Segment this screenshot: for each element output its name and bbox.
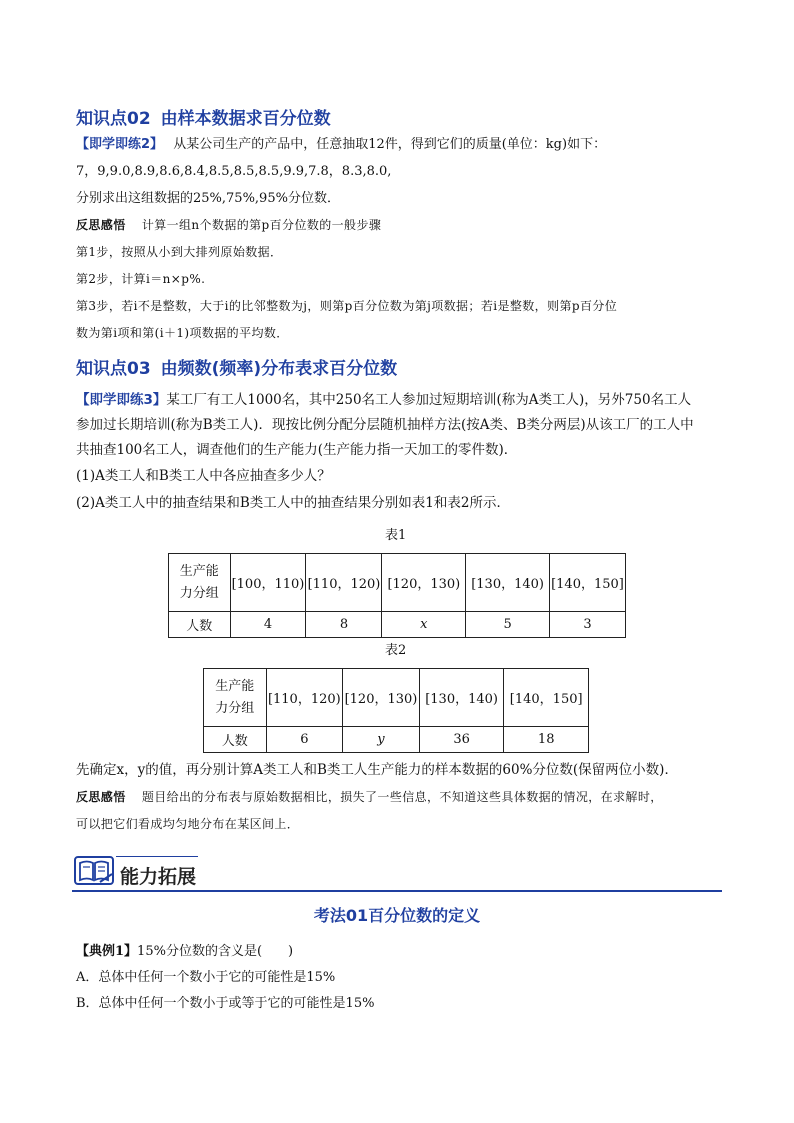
header-label-line: 力分组 xyxy=(215,700,255,716)
reflection-text: 计算一组n个数据的第p百分位数的一般步骤 xyxy=(141,218,382,232)
method-title: 考法01百分位数的定义 xyxy=(313,906,481,925)
count-cell: y xyxy=(343,727,420,753)
group-cell: [130，140) xyxy=(419,669,504,727)
count-cell: 4 xyxy=(230,612,306,638)
table-header-row xyxy=(169,554,626,612)
example-tag: 【典例1】 xyxy=(76,944,138,959)
section-title: 由频数(频率)分布表求百分位数 xyxy=(160,359,398,379)
header-label-line: 生产能 xyxy=(179,563,219,579)
exercise-text: 某工厂有工人1000名，其中250名工人参加过短期培训(称为A类工人)，另外750名工人 xyxy=(166,392,692,408)
exercise-3-q1: (1)A类工人和B类工人中各应抽查多少人？ xyxy=(76,468,331,484)
exercise-3-q2: (2)A类工人中的抽查结果和B类工人中的抽查结果分别如表1和表2所示． xyxy=(76,495,510,511)
banner-divider xyxy=(72,890,722,892)
count-cell: 3 xyxy=(549,612,625,638)
count-cell: 6 xyxy=(266,727,343,753)
table-1 xyxy=(168,553,626,638)
header-label-cell xyxy=(169,554,231,612)
exercise-3-conclusion: 先确定x，y的值，再分别计算A类工人和B类工人生产能力的样本数据的60%分位数(保留两位小数)． xyxy=(76,762,678,778)
exercise-2-data: 7，9,9.0,8.9,8.6,8.4,8.5,8.5,8.5,9.9,7.8，8.3,8.0, xyxy=(76,164,392,179)
row-label-cell: 人数 xyxy=(204,727,267,753)
example-text: 15%分位数的含义是( ) xyxy=(137,944,294,959)
option-a: A．总体中任何一个数小于它的可能性是15% xyxy=(76,970,336,985)
reflection-label: 反思感悟 xyxy=(76,790,126,804)
count-cell: 5 xyxy=(466,612,550,638)
group-cell: [110，120) xyxy=(306,554,382,612)
exercise-2-line1 xyxy=(76,135,606,155)
exercise-3-line1 xyxy=(76,390,691,410)
table-row xyxy=(204,727,589,753)
table-2 xyxy=(203,668,589,753)
header-label-line: 生产能 xyxy=(215,678,255,694)
exercise-3-line2: 参加过长期培训(称为B类工人)．现按比例分配分层随机抽样方法(按A类、B类分两层)从该工厂的工人中 xyxy=(76,417,694,433)
reflection-2-line2: 可以把它们看成均匀地分布在某区间上． xyxy=(76,817,300,831)
section-title: 由样本数据求百分位数 xyxy=(160,109,331,129)
option-b: B．总体中任何一个数小于或等于它的可能性是15% xyxy=(76,996,375,1011)
table-1-caption: 表1 xyxy=(385,528,407,543)
group-cell: [140，150] xyxy=(504,669,589,727)
reflection-label: 反思感悟 xyxy=(76,218,126,232)
section-heading-03 xyxy=(76,354,397,379)
exercise-2-question: 分别求出这组数据的25%,75%,95%分位数． xyxy=(76,191,340,206)
exercise-3-line3: 共抽查100名工人，调查他们的生产能力(生产能力指一天加工的零件数)． xyxy=(76,442,518,458)
count-cell: 8 xyxy=(306,612,382,638)
section-label: 知识点02 xyxy=(76,109,151,129)
example-1-question xyxy=(76,942,293,962)
reflection-2-line1 xyxy=(76,788,663,805)
reflection-1-step2: 第2步，计算i＝n×p%. xyxy=(76,272,206,286)
reflection-1-step3b: 数为第i项和第(i＋1)项数据的平均数． xyxy=(76,326,289,340)
count-cell: x xyxy=(382,612,466,638)
section-heading-02 xyxy=(76,104,331,129)
table-row xyxy=(169,612,626,638)
header-label-cell xyxy=(204,669,267,727)
group-cell: [120，130) xyxy=(382,554,466,612)
group-cell: [110，120) xyxy=(266,669,343,727)
banner-title: 能力拓展 xyxy=(120,866,197,888)
count-cell: 18 xyxy=(504,727,589,753)
group-cell: [120，130) xyxy=(343,669,420,727)
exercise-text: 从某公司生产的产品中，任意抽取12件，得到它们的质量(单位：kg)如下： xyxy=(173,137,607,152)
exercise-tag: 【即学即练2】 xyxy=(76,137,164,152)
reflection-1-step3a: 第3步，若i不是整数，大于i的比邻整数为j，则第p百分位数为第j项数据；若i是整数，则第p百分位 xyxy=(76,299,618,313)
header-label-line: 力分组 xyxy=(179,585,219,601)
open-book-icon xyxy=(72,852,116,888)
reflection-1-step1: 第1步，按照从小到大排列原始数据． xyxy=(76,245,283,259)
table-2-caption: 表2 xyxy=(385,643,407,658)
reflection-text: 题目给出的分布表与原始数据相比，损失了一些信息，不知道这些具体数据的情况，在求解时， xyxy=(141,790,663,804)
group-cell: [100，110) xyxy=(230,554,306,612)
table-header-row xyxy=(204,669,589,727)
count-cell: 36 xyxy=(419,727,504,753)
banner-top-rule xyxy=(116,856,198,857)
group-cell: [140，150] xyxy=(549,554,625,612)
section-label: 知识点03 xyxy=(76,359,151,379)
row-label-cell: 人数 xyxy=(169,612,231,638)
group-cell: [130，140) xyxy=(466,554,550,612)
reflection-1-heading xyxy=(76,216,381,233)
exercise-tag: 【即学即练3】 xyxy=(76,392,167,408)
